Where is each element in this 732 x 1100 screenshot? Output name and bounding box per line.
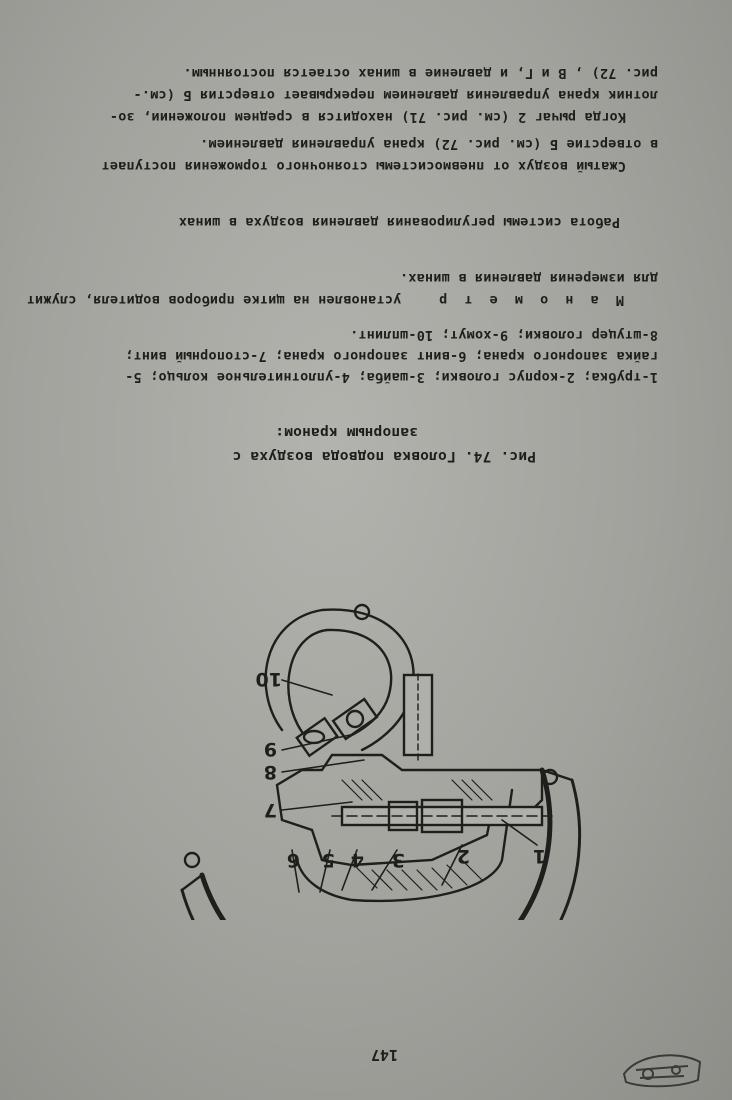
callout-6: 6 — [286, 849, 300, 871]
callout-1: 1 — [532, 845, 546, 867]
paragraph2-line3: рис. 72) , В и Г, и давление в шинах остается постоянным. — [183, 65, 658, 81]
section-title: Работа системы регулирования давления воздуха в шинах — [178, 214, 620, 230]
rim-bolt-right — [185, 853, 199, 867]
manometer-line1 — [27, 292, 624, 308]
ink-stamp — [618, 1044, 706, 1092]
callout-5: 5 — [321, 849, 335, 871]
callout-3: 3 — [391, 849, 405, 871]
manometer-line2: для измерения давления в шинах. — [399, 270, 658, 286]
clamp — [333, 699, 377, 739]
callout-9: 9 — [263, 738, 277, 760]
legend-line1: 1-трубка; 2-корпус головки; 3-шайба; 4-уплотнительное кольцо; 5- — [125, 369, 658, 385]
callout-7: 7 — [263, 799, 277, 821]
callout-4: 4 — [350, 849, 364, 871]
page-number: 147 — [370, 1046, 398, 1064]
figure-74-drawing — [132, 560, 582, 920]
callout-10: 10 — [255, 668, 282, 690]
manometer-term: М а н о м е т р — [434, 292, 624, 308]
air-tube-inner — [288, 630, 391, 736]
paragraph2-line1: Когда рычаг 2 (см. рис. 71) находится в среднем положении, зо- — [109, 109, 626, 125]
legend-line3: 8-штуцер головки; 9-хомут; 10-шплинт. — [349, 327, 658, 343]
paragraph1-line1: Сжатый воздух от пневмосистемы стояночного торможения поступает — [101, 158, 626, 174]
manometer-description: установлен на щитке приборов водителя, служит — [26, 292, 402, 308]
figure-caption-line2: запорным краном: — [275, 424, 418, 440]
paragraph2-line2: лотник крана управления давлением перекрывает отверстия Б (см.- — [133, 87, 658, 103]
paragraph1-line2: в отверстие Б (см. рис. 72) крана управления давлением. — [199, 136, 658, 152]
callout-8: 8 — [263, 761, 277, 783]
legend-line2: гайка запорного крана; 6-винт запорного крана; 7-стопорный винт; — [125, 348, 658, 364]
callout-2: 2 — [456, 845, 470, 867]
rim-inner-arc — [202, 770, 550, 920]
rim-outer-arc — [182, 780, 580, 920]
figure-caption-line1: Рис. 74. Головка подвода воздуха с — [232, 448, 536, 464]
